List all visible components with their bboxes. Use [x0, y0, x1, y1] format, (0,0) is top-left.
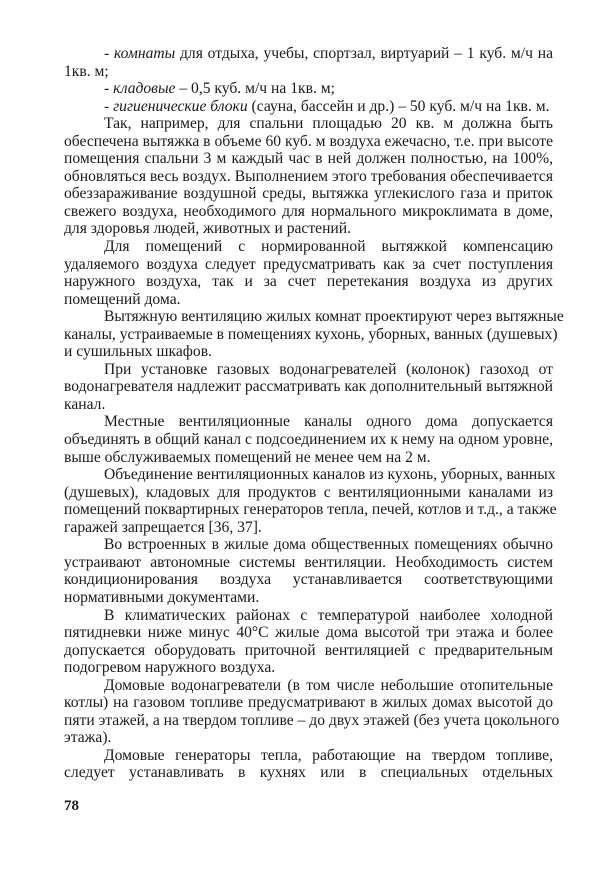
text-line: устраивают автономные системы вентиляции. Необходимость систем: [64, 553, 553, 571]
text-line: помещения спальни 3 м каждый час в ней должен полностью, на 100%,: [64, 150, 553, 168]
text-line: (душевых), кладовых для продуктов с вентиляционными каналами из: [64, 483, 553, 501]
text-line: помещений поквартирных генераторов тепла, печей, котлов и т.д., а также: [64, 501, 557, 519]
bullet-term: кладовые: [113, 80, 176, 98]
paragraph: [64, 308, 564, 361]
paragraph: [64, 466, 557, 536]
text-line: кондиционирования воздуха устанавливается соответствующими: [64, 571, 553, 589]
text-line: подогревом наружного воздуха.: [64, 659, 276, 677]
bullet-term: гигиенические блоки: [113, 97, 248, 115]
text-line: нормативными документами.: [64, 588, 260, 606]
paragraph: [64, 607, 553, 677]
text-line: Вытяжную вентиляцию жилых комнат проектируют через вытяжные: [104, 308, 564, 326]
text-line: следует устанавливать в кухнях или в специальных отдельных: [64, 764, 553, 782]
text-line: обеспечена вытяжка в объеме 60 куб. м воздуха ежечасно, т.е. при высоте: [64, 132, 553, 150]
text-line: Во встроенных в жилые дома общественных помещениях обычно: [104, 536, 553, 554]
text-line: В климатических районах с температурой наиболее холодной: [104, 606, 553, 624]
text-line: пятидневки ниже минус 40°С жилые дома высотой три этажа и более: [64, 624, 553, 642]
text-line: этажа).: [64, 729, 112, 747]
text-line: Домовые генераторы тепла, работающие на твердом топливе,: [104, 746, 553, 764]
paragraph: [64, 361, 553, 414]
text-line: пяти этажей, а на твердом топливе – до двух этажей (без учета цокольного: [64, 711, 560, 729]
page-body: [64, 45, 564, 782]
paragraph: [64, 413, 553, 466]
paragraph: [64, 536, 553, 606]
bullet-item-continuation: 1кв. м;: [64, 62, 109, 80]
text-line: канал.: [64, 395, 106, 413]
paragraph: [64, 238, 553, 308]
text-line: Домовые водонагреватели (в том числе небольшие отопительные: [104, 676, 553, 694]
text-line: Объединение вентиляционных каналов из кухонь, уборных, ванных: [104, 466, 556, 484]
text-line: помещений дома.: [64, 290, 181, 308]
bullet-item: - комнаты для отдыха, учебы, спортзал, виртуарий – 1 куб. м/ч на: [104, 45, 553, 62]
text-line: наружного воздуха, так и за счет перетекания воздуха из других: [64, 273, 553, 291]
text-line: Местные вентиляционные каналы одного дома допускается: [104, 413, 553, 431]
text-line: При установке газовых водонагревателей (колонок) газоход от: [104, 360, 553, 378]
text-line: обновляться весь воздух. Выполнением этого требования обеспечивается: [64, 167, 553, 185]
paragraph: [64, 115, 553, 238]
bullet-item: - гигиенические блоки (сауна, бассейн и др.) – 50 куб. м/ч на 1кв. м.: [104, 97, 550, 115]
paragraphs: [64, 115, 564, 782]
bullet-term: комнаты: [113, 45, 176, 62]
text-line: котлы) на газовом топливе предусматривают в жилых домах высотой до: [64, 694, 553, 712]
page-number: 78: [64, 798, 79, 814]
text-line: каналы, устраиваемые в помещениях кухонь, уборных, ванных (душевых): [64, 325, 558, 343]
bullet-text: для отдыха, учебы, спортзал, виртуарий – 1 куб. м/ч на: [175, 45, 553, 62]
text-line: для здоровья людей, животных и растений.: [64, 220, 352, 238]
bullet-text: – 0,5 куб. м/ч на 1кв. м;: [175, 80, 335, 98]
text-line: выше обслуживаемых помещений не менее чем на 2 м.: [64, 448, 431, 466]
text-line: удаляемого воздуха следует предусматривать как за счет поступления: [64, 255, 553, 273]
text-line: гаражей запрещается [36, 37].: [64, 518, 262, 536]
paragraph: [64, 747, 553, 782]
text-line: свежего воздуха, необходимого для нормального микроклимата в доме,: [64, 202, 553, 220]
text-line: Для помещений с нормированной вытяжкой компенсацию: [104, 238, 553, 256]
paragraph: [64, 676, 560, 747]
text-line: допускается оборудовать приточной вентиляцией с предварительным: [64, 641, 553, 659]
text-line: обеззараживание воздушной среды, вытяжка углекислого газа и приток: [64, 185, 553, 203]
text-line: Так, например, для спальни площадью 20 кв. м должна быть: [104, 115, 553, 133]
text-line: объединять в общий канал с подсоединением их к нему на одном уровне,: [64, 431, 553, 449]
bullet-text: (сауна, бассейн и др.) – 50 куб. м/ч на 1кв. м.: [247, 97, 550, 115]
bullet-item: - кладовые – 0,5 куб. м/ч на 1кв. м;: [104, 80, 335, 98]
text-line: и сушильных шкафов.: [64, 343, 212, 361]
text-line: водонагревателя надлежит рассматривать как дополнительный вытяжной: [64, 378, 553, 396]
